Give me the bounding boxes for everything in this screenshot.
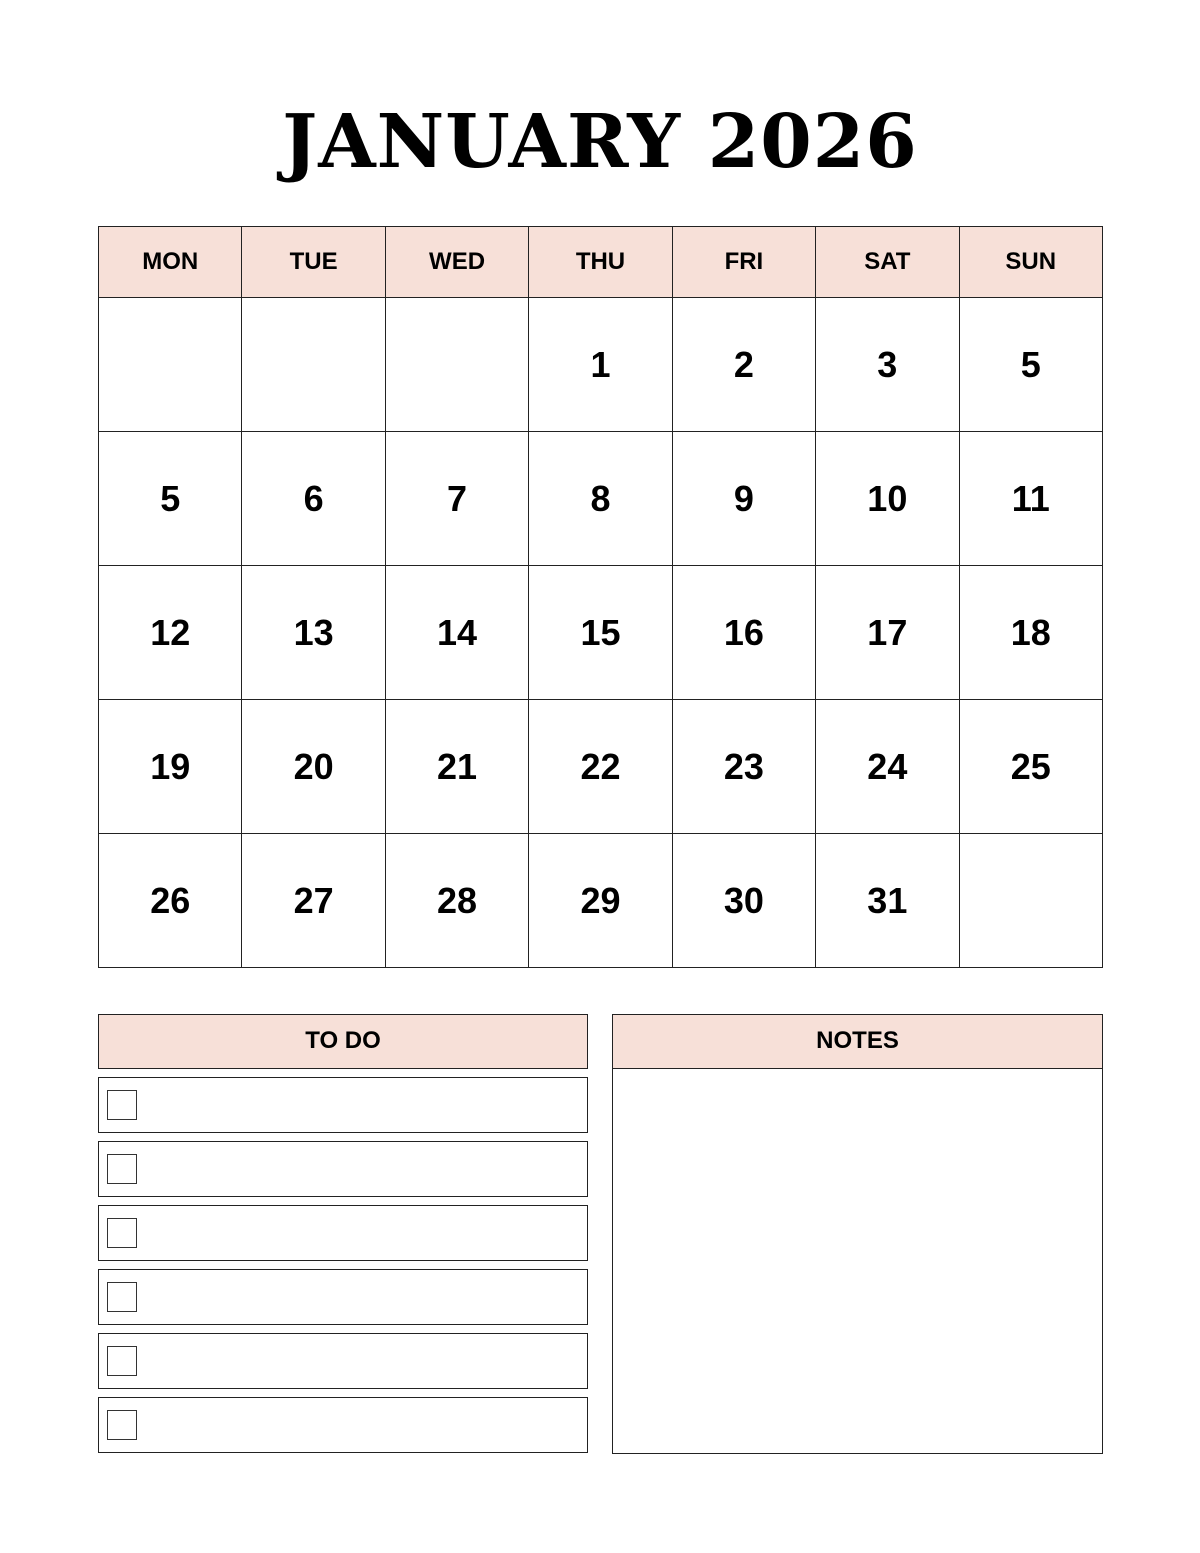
day-cell[interactable]: 2 <box>672 298 815 432</box>
day-cell[interactable]: 30 <box>672 834 815 968</box>
weekday-sat: SAT <box>816 227 959 298</box>
week-row-2 <box>99 432 1103 566</box>
todo-checkbox[interactable] <box>107 1410 137 1440</box>
weekday-tue: TUE <box>242 227 385 298</box>
day-cell[interactable]: 21 <box>385 700 528 834</box>
weekday-fri: FRI <box>672 227 815 298</box>
week-row-4 <box>99 700 1103 834</box>
day-cell[interactable]: 13 <box>242 566 385 700</box>
day-cell[interactable]: 20 <box>242 700 385 834</box>
weekday-thu: THU <box>529 227 672 298</box>
day-cell[interactable]: 22 <box>529 700 672 834</box>
day-cell[interactable]: 26 <box>99 834 242 968</box>
week-row-1 <box>99 298 1103 432</box>
weekday-wed: WED <box>385 227 528 298</box>
todo-item[interactable] <box>98 1397 588 1453</box>
day-cell[interactable]: 7 <box>385 432 528 566</box>
todo-checkbox[interactable] <box>107 1090 137 1120</box>
todo-item[interactable] <box>98 1077 588 1133</box>
calendar-grid <box>98 226 1103 968</box>
day-cell[interactable] <box>99 298 242 432</box>
day-cell[interactable] <box>242 298 385 432</box>
day-cell[interactable]: 31 <box>816 834 959 968</box>
day-cell[interactable]: 5 <box>959 298 1102 432</box>
week-row-3 <box>99 566 1103 700</box>
day-cell[interactable]: 27 <box>242 834 385 968</box>
todo-heading: TO DO <box>98 1014 588 1069</box>
day-cell[interactable]: 9 <box>672 432 815 566</box>
day-cell[interactable]: 18 <box>959 566 1102 700</box>
todo-checkbox[interactable] <box>107 1154 137 1184</box>
day-cell[interactable]: 23 <box>672 700 815 834</box>
day-cell[interactable]: 29 <box>529 834 672 968</box>
day-cell[interactable]: 8 <box>529 432 672 566</box>
day-cell[interactable]: 19 <box>99 700 242 834</box>
day-cell[interactable]: 1 <box>529 298 672 432</box>
day-cell[interactable]: 24 <box>816 700 959 834</box>
todo-item[interactable] <box>98 1205 588 1261</box>
todo-checkbox[interactable] <box>107 1346 137 1376</box>
todo-checkbox[interactable] <box>107 1282 137 1312</box>
todo-item[interactable] <box>98 1269 588 1325</box>
day-cell[interactable]: 3 <box>816 298 959 432</box>
day-cell[interactable] <box>385 298 528 432</box>
todo-checkbox[interactable] <box>107 1218 137 1248</box>
day-cell[interactable]: 6 <box>242 432 385 566</box>
page-title: JANUARY 2026 <box>282 99 918 185</box>
day-cell[interactable]: 11 <box>959 432 1102 566</box>
todo-item[interactable] <box>98 1141 588 1197</box>
day-cell[interactable]: 25 <box>959 700 1102 834</box>
day-cell[interactable]: 17 <box>816 566 959 700</box>
day-cell[interactable]: 12 <box>99 566 242 700</box>
day-cell[interactable]: 16 <box>672 566 815 700</box>
day-cell[interactable]: 10 <box>816 432 959 566</box>
day-cell[interactable]: 15 <box>529 566 672 700</box>
notes-area[interactable] <box>612 1068 1103 1454</box>
day-cell[interactable] <box>959 834 1102 968</box>
week-row-5 <box>99 834 1103 968</box>
todo-list <box>98 1077 588 1461</box>
day-cell[interactable]: 28 <box>385 834 528 968</box>
weekday-header-row <box>99 227 1103 298</box>
notes-heading: NOTES <box>612 1014 1103 1069</box>
todo-item[interactable] <box>98 1333 588 1389</box>
weekday-sun: SUN <box>959 227 1102 298</box>
day-cell[interactable]: 5 <box>99 432 242 566</box>
weekday-mon: MON <box>99 227 242 298</box>
day-cell[interactable]: 14 <box>385 566 528 700</box>
